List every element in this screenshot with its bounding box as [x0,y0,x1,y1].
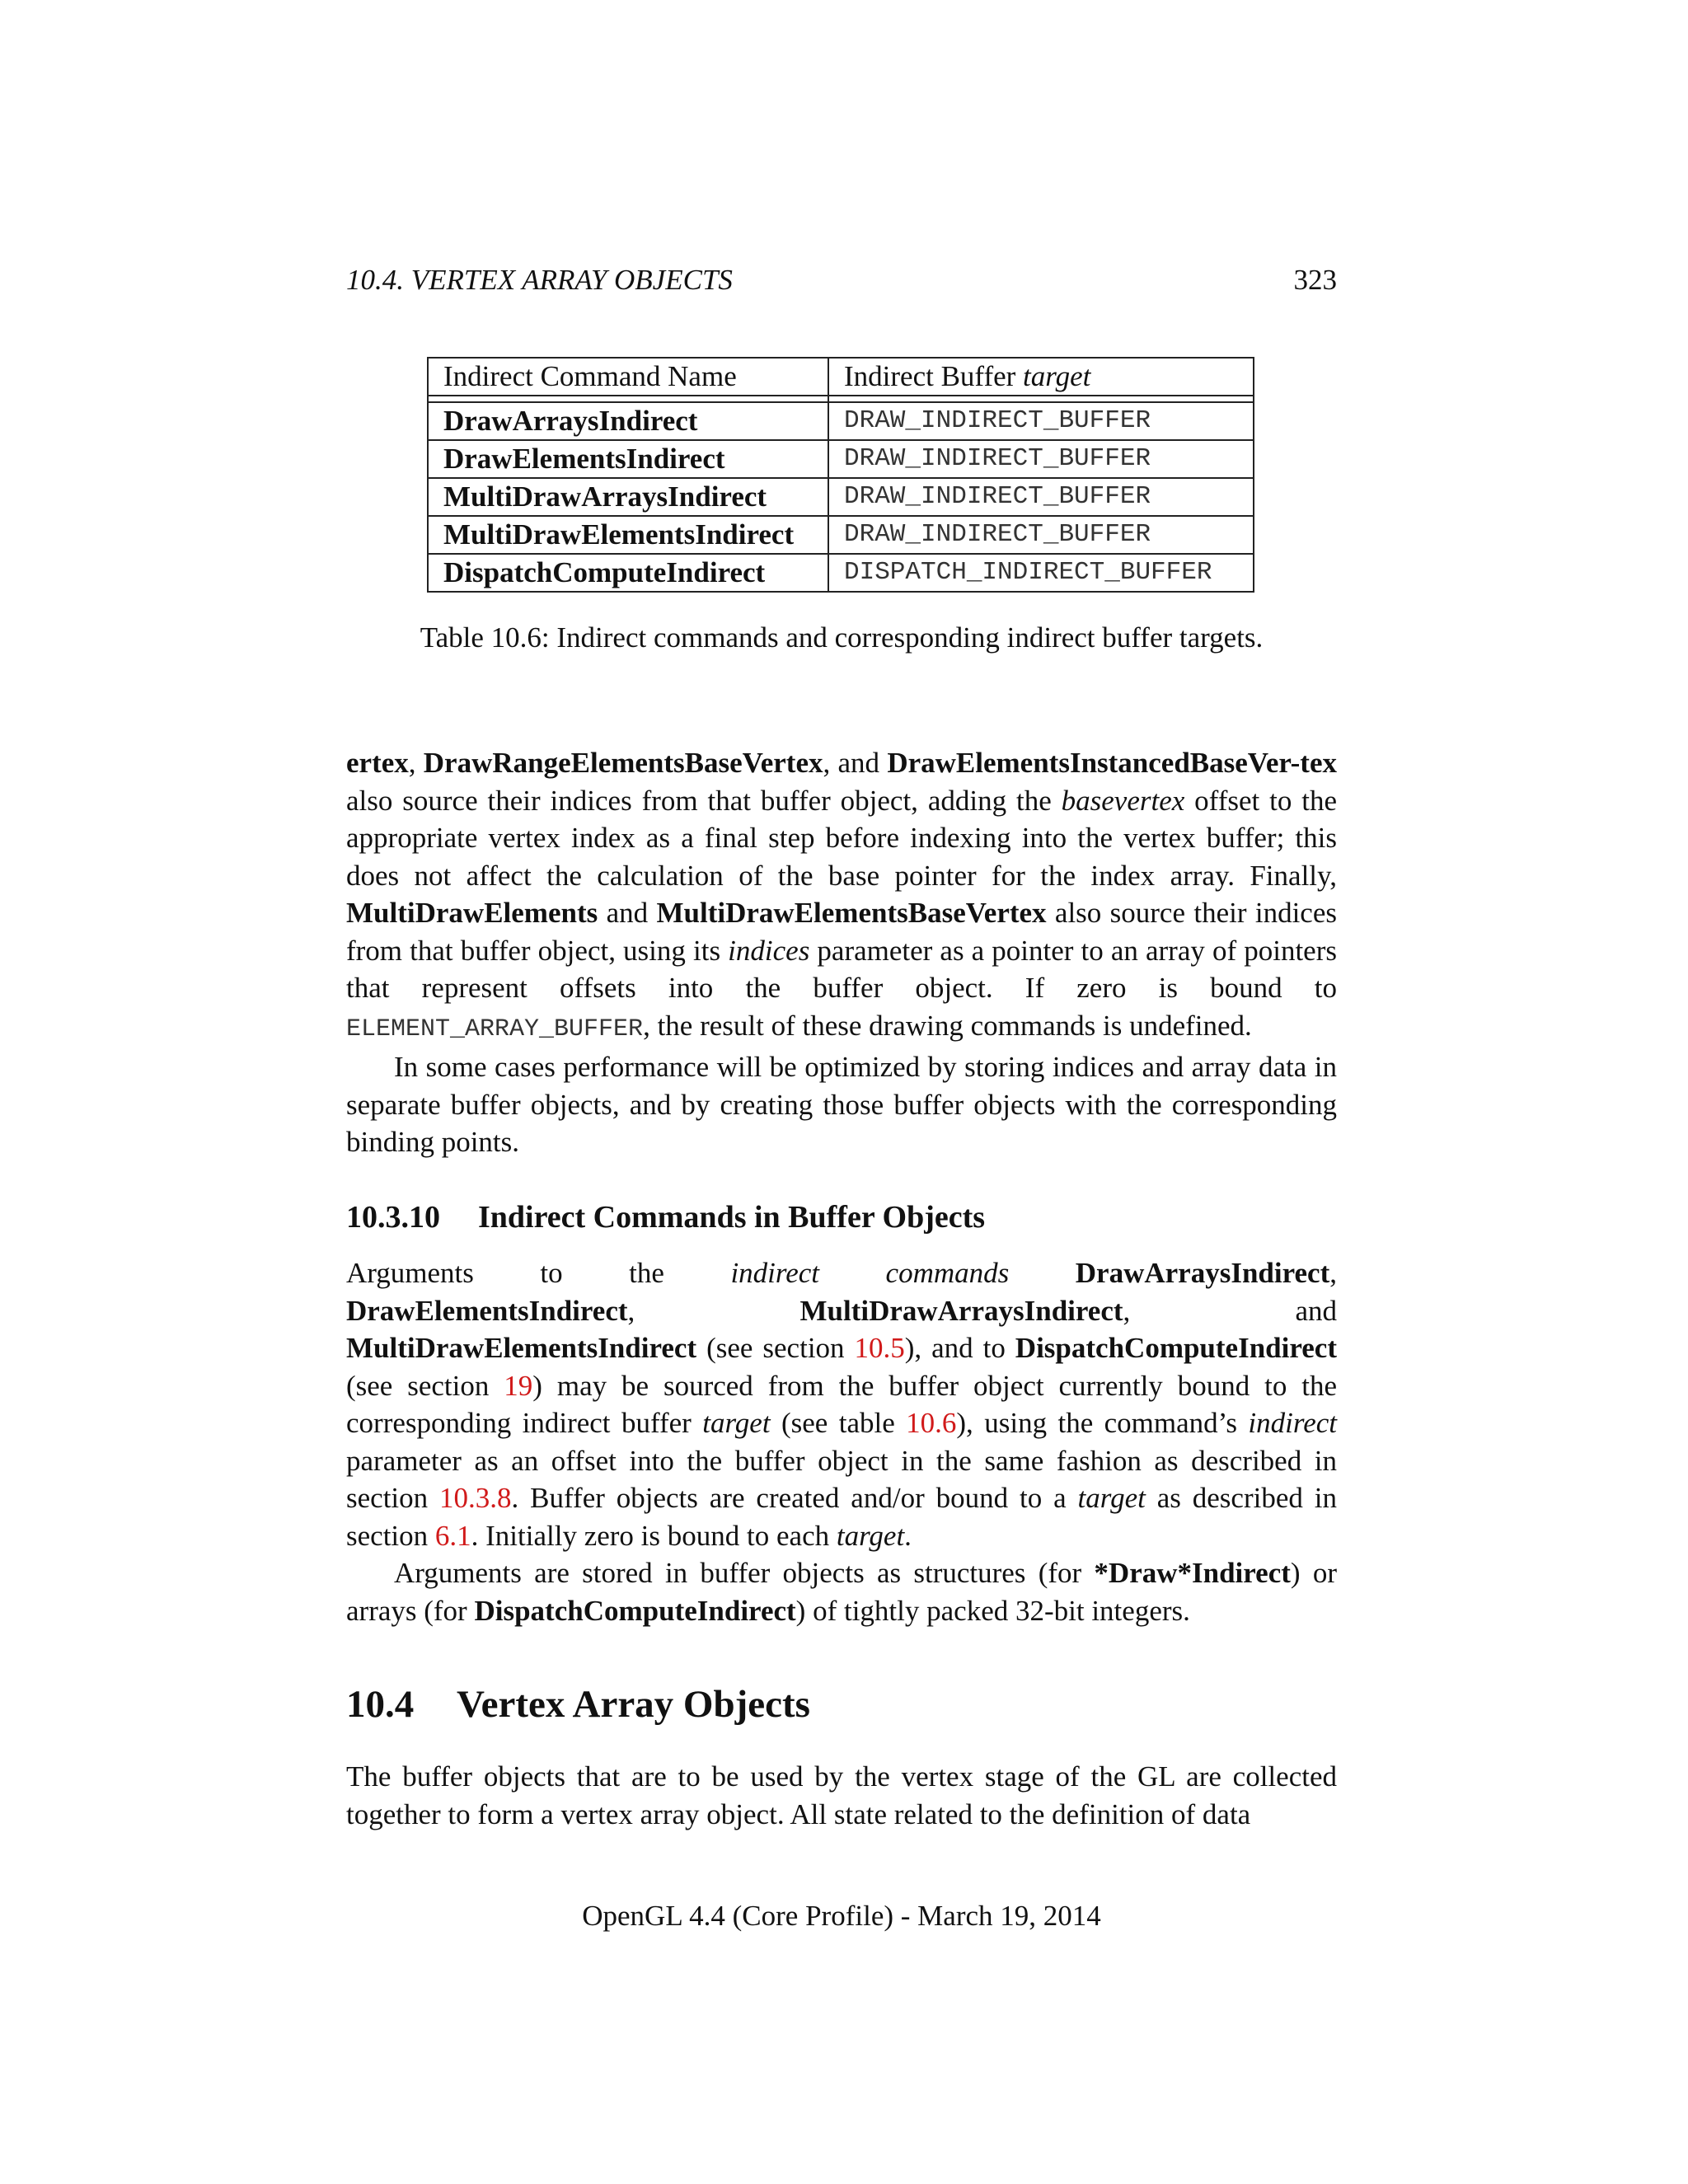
emphasis: target [702,1407,771,1439]
constant: ELEMENT_ARRAY_BUFFER [346,1015,644,1043]
term: DrawElementsIndirect [346,1294,628,1327]
page-footer: OpenGL 4.4 (Core Profile) - March 19, 2014 [582,1900,1101,1932]
text-run: . Buffer objects are created and/or bound to a [511,1482,1078,1514]
body-block-2 [346,1254,1337,1629]
emphasis: target [1077,1482,1146,1514]
command-name: MultiDrawElementsIndirect [428,516,828,554]
table-row [428,402,1254,440]
term: MultiDrawArraysIndirect [799,1294,1123,1327]
emphasis: indirect commands [730,1257,1010,1289]
table-row [428,478,1254,516]
term: ertex [346,747,409,779]
text-run: . [904,1519,912,1552]
table-caption: Table 10.6: Indirect commands and corresponding indirect buffer targets. [420,621,1264,654]
table-header-row [428,358,1254,396]
subsection-heading [346,1197,985,1238]
buffer-target: DRAW_INDIRECT_BUFFER [828,516,1254,554]
text-run: as described in section [346,1482,1337,1552]
text-run: also source their indices from that buffer object, using its [346,897,1337,967]
text-run: , [627,1294,800,1327]
subsection-number: 10.3.10 [346,1200,440,1235]
section-number: 10.4 [346,1683,415,1726]
command-name: DispatchComputeIndirect [428,554,828,592]
term: DrawRangeElementsBaseVertex [423,747,823,779]
text-run: and [598,897,657,929]
text-run: (see section [346,1369,504,1402]
command-name: DrawElementsIndirect [428,440,828,478]
subsection-title: Indirect Commands in Buffer Objects [478,1200,986,1235]
buffer-target: DRAW_INDIRECT_BUFFER [828,440,1254,478]
header-target-prefix: Indirect Buffer [844,360,1024,392]
paragraph: In some cases performance will be optimized by storing indices and array data in separate buffer objects, and by creating those buffer objects with the corresponding binding points. [346,1051,1337,1158]
term: MultiDrawElementsIndirect [346,1332,697,1364]
emphasis: target [836,1519,905,1552]
term: DispatchComputeIndirect [1015,1332,1337,1364]
section-link[interactable]: 10.5 [854,1332,905,1364]
table-row [428,516,1254,554]
table-row [428,440,1254,478]
body-block-3 [346,1758,1337,1833]
running-header [346,257,1337,303]
text-run: . Initially zero is bound to each [471,1519,837,1552]
text-run: parameter as a pointer to an array of pointers that represent offsets into the buffer object. If zero is bound to [346,934,1337,1004]
param: indirect [1248,1407,1337,1439]
term: MultiDrawElements [346,897,598,929]
text-run: (see section [696,1332,855,1364]
header-section-title: 10.4. VERTEX ARRAY OBJECTS [346,264,733,296]
command-name: MultiDrawArraysIndirect [428,478,828,516]
text-run: also source their indices from that buffer object, adding the [346,784,1062,817]
text-run: , and [823,747,888,779]
paragraph: The buffer objects that are to be used by the vertex stage of the GL are collected together to form a vertex array object. All state related to the definition of data [346,1760,1337,1830]
body-block-1 [346,744,1337,1161]
text-run: Arguments are stored in buffer objects as structures (for [394,1557,1095,1589]
term: DrawElementsInstancedBaseVer-tex [887,747,1337,779]
term: DrawArraysIndirect [1075,1257,1330,1289]
text-run: , the result of these drawing commands is undefined. [643,1009,1252,1042]
buffer-target: DRAW_INDIRECT_BUFFER [828,402,1254,440]
text-run: parameter as an offset into the buffer object in the same fashion as described in section [346,1444,1337,1514]
text-run: ), using the command’s [956,1407,1249,1439]
text-run: , [1329,1257,1337,1289]
text-run: ), and to [904,1332,1015,1364]
table-header-target [828,358,1254,396]
term: MultiDrawElementsBaseVertex [656,897,1047,929]
text-run: ) may be sourced from the buffer object currently bound to the corresponding indirect buffer [346,1369,1337,1439]
table-header-command: Indirect Command Name [428,358,828,396]
section-link[interactable]: 10.3.8 [439,1482,512,1514]
paragraph-continuation [346,744,1337,1048]
section-title: Vertex Array Objects [457,1683,810,1726]
text-run: ) of tightly packed 32-bit integers. [795,1594,1190,1627]
section-link[interactable]: 6.1 [434,1519,471,1552]
command-name: DrawArraysIndirect [428,402,828,440]
page-number: 323 [1293,264,1337,296]
indirect-commands-table [427,357,1254,593]
paragraph [346,1254,1337,1554]
term: *Draw*Indirect [1094,1557,1291,1589]
text-run: offset to the appropriate vertex index as a final step before indexing into the vertex buffer; this does not affect the calculation of the base pointer for the index array. Finally, [346,784,1338,892]
table-link[interactable]: 10.6 [906,1407,957,1439]
text-run: , and [1123,1294,1337,1327]
text-run: Arguments to the [346,1257,731,1289]
table-separator [428,396,1254,402]
section-link[interactable]: 19 [504,1369,533,1402]
text-run: (see table [770,1407,907,1439]
text-run: ) or arrays (for [346,1557,1337,1627]
term: DispatchComputeIndirect [474,1594,796,1627]
buffer-target: DISPATCH_INDIRECT_BUFFER [828,554,1254,592]
param: basevertex [1061,784,1185,817]
table-row [428,554,1254,592]
header-target-italic: target [1023,360,1091,392]
section-heading [346,1678,810,1731]
param: indices [728,934,810,967]
text-run: , [408,747,424,779]
text-run [1009,1257,1076,1289]
buffer-target: DRAW_INDIRECT_BUFFER [828,478,1254,516]
paragraph [346,1554,1337,1629]
